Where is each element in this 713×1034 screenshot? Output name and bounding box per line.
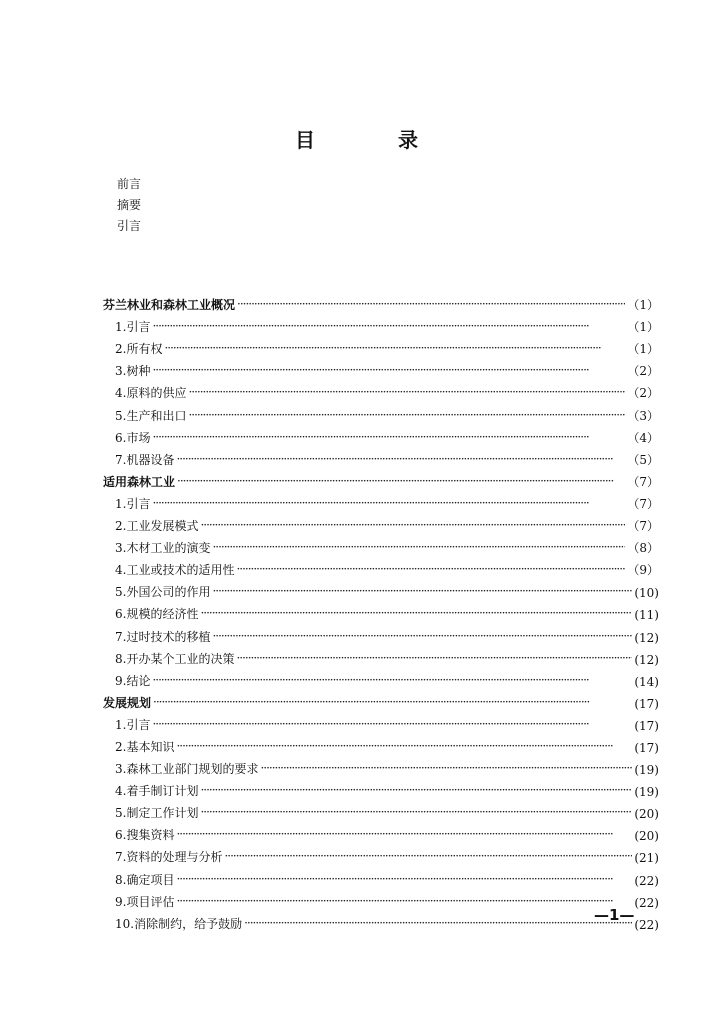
toc-item-row (103, 578, 659, 600)
toc-leader-dots (152, 717, 632, 731)
toc-page-number: (17) (634, 718, 659, 733)
toc-item-row (103, 512, 659, 534)
toc-leader-dots (176, 872, 632, 886)
toc-page-number: （3） (627, 408, 659, 423)
toc-item-row (103, 357, 659, 379)
toc-leader-dots (212, 629, 632, 643)
toc-entry-label: 7.资料的处理与分析 (115, 850, 223, 865)
toc-section-row (103, 468, 659, 490)
toc-leader-dots (176, 452, 625, 466)
toc-page-number: （7） (627, 519, 659, 534)
toc-leader-dots (152, 496, 625, 510)
toc-entry-label: 8.确定项目 (115, 872, 175, 887)
toc-entry-label: 9.项目评估 (115, 894, 175, 909)
toc-page-number: (17) (634, 696, 659, 711)
toc-entry-label: 7.过时技术的移植 (115, 629, 211, 644)
toc-entry-label: 芬兰林业和森林工业概况 (103, 298, 236, 313)
toc-entry-label: 发展规划 (103, 695, 152, 710)
toc-entry-label: 1.引言 (115, 320, 151, 335)
toc-item-row (103, 622, 659, 644)
toc-page-number: (19) (634, 785, 659, 800)
toc-item-row (103, 799, 659, 821)
toc-entry-label: 5.生产和出口 (115, 408, 187, 423)
toc-entry-label: 3.树种 (115, 364, 151, 379)
toc-page-number: （8） (627, 541, 659, 556)
toc-page-number: (12) (634, 652, 659, 667)
toc-item-row (103, 313, 659, 335)
toc-page-number: （1） (627, 320, 659, 335)
toc-page-number: (22) (634, 873, 659, 888)
toc-page-number: （2） (627, 364, 659, 379)
toc-leader-dots (200, 606, 632, 620)
toc-entry-label: 2.工业发展模式 (115, 519, 199, 534)
toc-item-row (103, 446, 659, 468)
toc-section-row (103, 689, 659, 711)
toc-item-row (103, 645, 659, 667)
toc-entry-label: 2.所有权 (115, 342, 163, 357)
toc-leader-dots (188, 385, 625, 399)
toc-page-number: (20) (634, 829, 659, 844)
toc-page-number: (22) (634, 895, 659, 910)
toc-item-row (103, 556, 659, 578)
toc-item-row (103, 910, 659, 932)
toc-item-row (103, 821, 659, 843)
toc-page-number: （7） (627, 474, 659, 489)
toc-leader-dots (200, 805, 632, 819)
toc-entry-label: 6.规模的经济性 (115, 607, 199, 622)
toc-leader-dots (177, 474, 625, 488)
toc-leader-dots (212, 540, 625, 554)
toc-leader-dots (212, 584, 632, 598)
toc-leader-dots (200, 518, 625, 532)
toc-page-number: (19) (634, 763, 659, 778)
toc-entry-label: 3.森林工业部门规划的要求 (115, 762, 259, 777)
toc-item-row (103, 335, 659, 357)
toc-item-row (103, 379, 659, 401)
toc-page-number: (11) (634, 608, 659, 623)
toc-entry-label: 9.结论 (115, 673, 151, 688)
toc-entry-label: 适用森林工业 (103, 474, 176, 489)
toc-entry-label: 4.着手制订计划 (115, 784, 199, 799)
toc-leader-dots (200, 783, 632, 797)
toc-entry-label: 6.市场 (115, 430, 151, 445)
front-matter-list (117, 174, 141, 237)
toc-leader-dots (176, 827, 632, 841)
table-of-contents (103, 291, 659, 932)
toc-page-number: (10) (634, 586, 659, 601)
toc-page-number: （1） (627, 342, 659, 357)
toc-leader-dots (152, 319, 625, 333)
front-matter-item: 前言 (117, 177, 142, 191)
toc-page-number: （4） (627, 430, 659, 445)
toc-leader-dots (153, 695, 632, 709)
toc-entry-label: 1.引言 (115, 717, 151, 732)
toc-item-row (103, 424, 659, 446)
toc-leader-dots (152, 673, 632, 687)
toc-page-number: （5） (627, 452, 659, 467)
toc-entry-label: 8.开办某个工业的决策 (115, 651, 235, 666)
toc-page-number: （9） (627, 563, 659, 578)
toc-page-number: （7） (627, 496, 659, 511)
toc-entry-label: 4.工业或技术的适用性 (115, 563, 235, 578)
toc-page-number: (17) (634, 740, 659, 755)
toc-entry-label: 4.原料的供应 (115, 386, 187, 401)
toc-leader-dots (244, 916, 632, 930)
toc-entry-label: 1.引言 (115, 496, 151, 511)
toc-page-number: (22) (634, 917, 659, 932)
toc-entry-label: 5.制定工作计划 (115, 806, 199, 821)
toc-leader-dots (176, 894, 632, 908)
toc-leader-dots (188, 408, 625, 422)
toc-item-row (103, 733, 659, 755)
toc-item-row (103, 401, 659, 423)
page-number: —1— (594, 906, 635, 924)
toc-entry-label: 5.外国公司的作用 (115, 585, 211, 600)
toc-item-row (103, 600, 659, 622)
toc-leader-dots (237, 297, 625, 311)
toc-entry-label: 6.搜集资料 (115, 828, 175, 843)
toc-page-number: （1） (627, 298, 659, 313)
toc-section-row (103, 291, 659, 313)
toc-page-number: (21) (634, 851, 659, 866)
toc-leader-dots (152, 430, 625, 444)
toc-entry-label: 2.基本知识 (115, 739, 175, 754)
toc-page-number: (12) (634, 630, 659, 645)
toc-leader-dots (224, 849, 632, 863)
toc-item-row (103, 534, 659, 556)
front-matter-item: 引言 (117, 219, 142, 233)
toc-leader-dots (236, 651, 632, 665)
toc-item-row (103, 755, 659, 777)
page-title: 目 录 (295, 128, 456, 152)
toc-item-row (103, 843, 659, 865)
toc-leader-dots (164, 341, 625, 355)
toc-item-row (103, 711, 659, 733)
toc-leader-dots (260, 761, 632, 775)
toc-entry-label: 7.机器设备 (115, 452, 175, 467)
toc-page-number: (20) (634, 807, 659, 822)
toc-entry-label: 10.消除制约，给予鼓励 (115, 916, 243, 931)
toc-page-number: (14) (634, 674, 659, 689)
toc-leader-dots (152, 363, 625, 377)
toc-item-row (103, 490, 659, 512)
toc-item-row (103, 777, 659, 799)
toc-page-number: （2） (627, 386, 659, 401)
front-matter-item: 摘要 (117, 198, 142, 212)
toc-item-row (103, 667, 659, 689)
toc-leader-dots (176, 739, 632, 753)
toc-item-row (103, 888, 659, 910)
toc-item-row (103, 865, 659, 887)
toc-leader-dots (236, 562, 625, 576)
toc-entry-label: 3.木材工业的演变 (115, 541, 211, 556)
